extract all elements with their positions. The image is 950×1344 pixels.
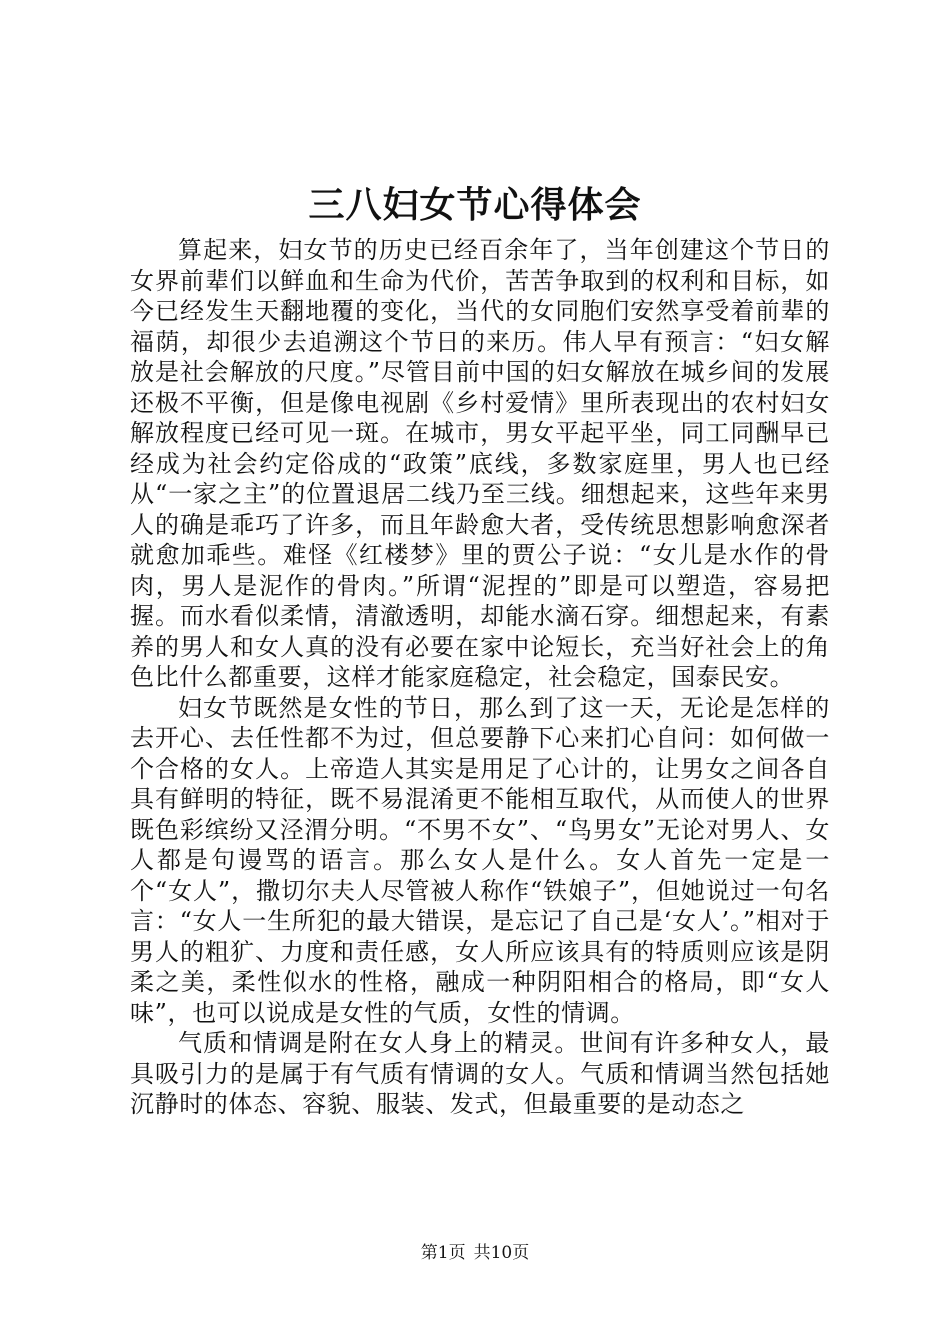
document-body <box>130 235 830 1120</box>
paragraph-2: 妇女节既然是女性的节日，那么到了这一天，无论是怎样的去开心、去任性都不为过，但总要静下心来扪心自问：如何做一个合格的女人。上帝造人其实是用足了心计的，让男女之间各自具有鲜明的特征，既不易混淆更不能相互取代，从而使人的世界既色彩缤纷又泾渭分明。“不男不女”、“鸟男女”无论对男人、女人都是句谩骂的语言。那么女人是什么。女人首先一定是一个“女人”，撒切尔夫人尽管被人称作“铁娘子”，但她说过一句名言：“女人一生所犯的最大错误，是忘记了自己是‘女人’。”相对于男人的粗犷、力度和责任感，女人所应该具有的特质则应该是阴柔之美，柔性似水的性格，融成一种阴阳相合的格局，即“女人味”，也可以说成是女性的气质，女性的情调。 <box>130 693 830 1027</box>
document-title: 三八妇女节心得体会 <box>308 184 642 226</box>
total-pages: 共10页 <box>473 1243 530 1263</box>
page-number: 第1页 <box>420 1243 466 1263</box>
paragraph-1: 算起来，妇女节的历史已经百余年了，当年创建这个节日的女界前辈们以鲜血和生命为代价，苦苦争取到的权利和目标，如今已经发生天翻地覆的变化，当代的女同胞们安然享受着前辈的福荫，却很少去追溯这个节日的来历。伟人早有预言：“妇女解放是社会解放的尺度。”尽管目前中国的妇女解放在城乡间的发展还极不平衡，但是像电视剧《乡村爱情》里所表现出的农村妇女解放程度已经可见一斑。在城市，男女平起平坐，同工同酬早已经成为社会约定俗成的“政策”底线，多数家庭里，男人也已经从“一家之主”的位置退居二线乃至三线。细想起来，这些年来男人的确是乖巧了许多，而且年龄愈大者，受传统思想影响愈深者就愈加乖些。难怪《红楼梦》里的贾公子说：“女儿是水作的骨肉，男人是泥作的骨肉。”所谓“泥捏的”即是可以塑造，容易把握。而水看似柔情，清澈透明，却能水滴石穿。细想起来，有素养的男人和女人真的没有必要在家中论短长，充当好社会上的角色比什么都重要，这样才能家庭稳定，社会稳定，国泰民安。 <box>130 236 830 691</box>
paragraph-3: 气质和情调是附在女人身上的精灵。世间有许多种女人，最具吸引力的是属于有气质有情调的女人。气质和情调当然包括她沉静时的体态、容貌、服装、发式，但最重要的是动态之 <box>130 1029 830 1118</box>
page-footer <box>0 1241 950 1265</box>
